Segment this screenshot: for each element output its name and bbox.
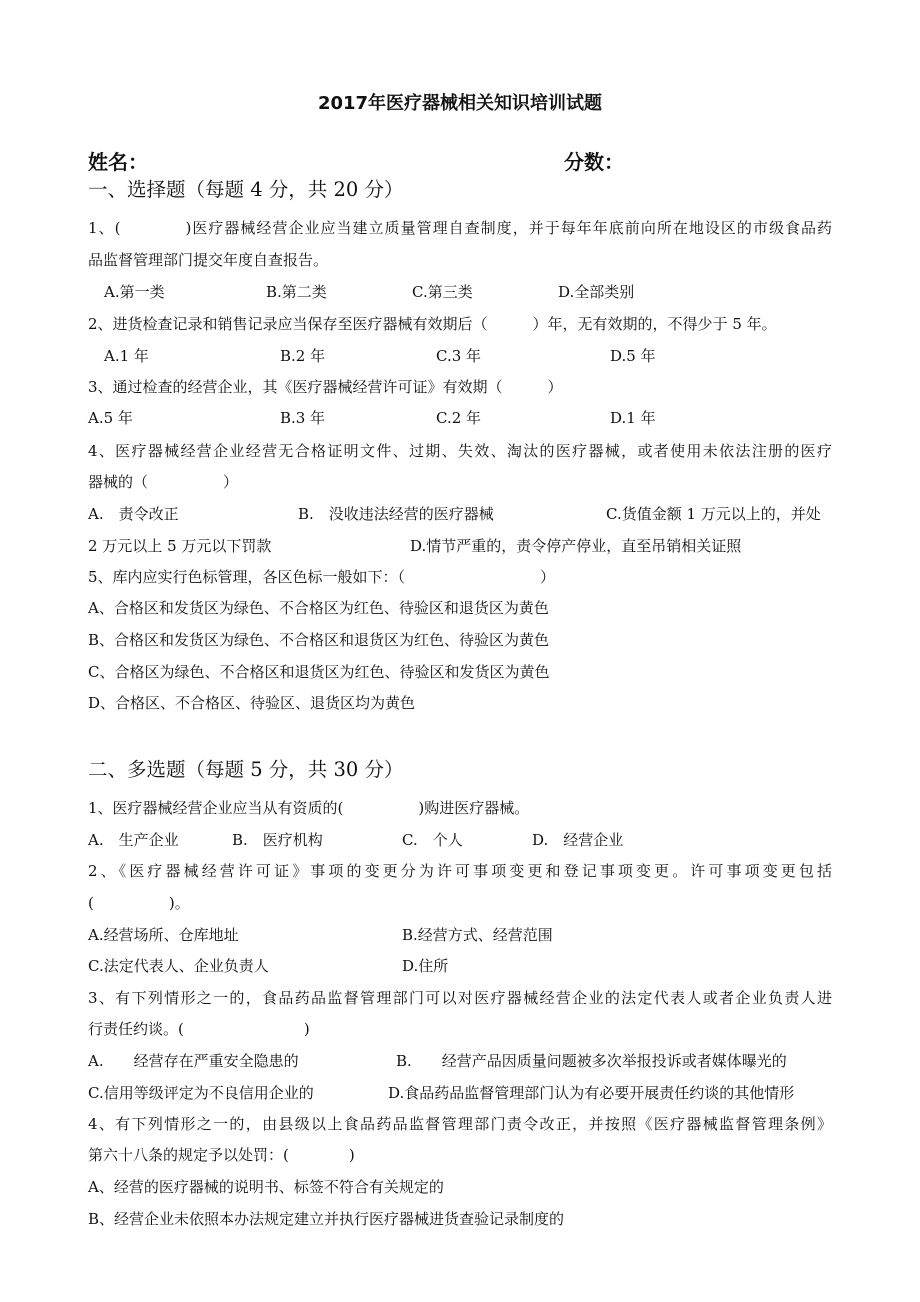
name-label: 姓名： xyxy=(88,150,148,174)
s1-q1-text-line2: 品监督管理部门提交年度自查报告。 xyxy=(88,251,329,269)
s2-q1-option-a: A. 生产企业 xyxy=(88,831,179,849)
s1-q4-text-line2: 器械的（ ） xyxy=(88,473,239,491)
s2-q2-option-c: C.法定代表人、企业负责人 xyxy=(88,957,269,975)
s2-q2-option-a: A.经营场所、仓库地址 xyxy=(88,926,239,944)
s2-q1-option-b: B. 医疗机构 xyxy=(232,831,323,849)
s2-q1-text: 1、医疗器械经营企业应当从有资质的( )购进医疗器械。 xyxy=(88,799,530,817)
s2-q3-option-c: C.信用等级评定为不良信用企业的 xyxy=(88,1084,314,1102)
section2-heading: 二、多选题（每题 5 分，共 30 分） xyxy=(88,758,404,781)
s1-q4-option-a: A. 责令改正 xyxy=(88,505,179,523)
document-title: 2017年医疗器械相关知识培训试题 xyxy=(317,93,603,114)
s1-q1-option-a: A.第一类 xyxy=(104,283,165,301)
s2-q4-option-b: B、经营企业未依照本办法规定建立并执行医疗器械进货查验记录制度的 xyxy=(88,1210,565,1228)
s2-q1-option-d: D. 经营企业 xyxy=(532,831,624,849)
s2-q3-option-b: B. 经营产品因质量问题被多次举报投诉或者媒体曝光的 xyxy=(396,1052,787,1070)
s2-q3-text-line1: 3、有下列情形之一的，食品药品监督管理部门可以对医疗器械经营企业的法定代表人或者企业负责人进 xyxy=(88,989,832,1007)
s1-q4-option-d: D.情节严重的，责令停产停业，直至吊销相关证照 xyxy=(410,537,742,555)
s2-q4-text-line1: 4、有下列情形之一的，由县级以上食品药品监督管理部门责令改正，并按照《医疗器械监督管理条例》 xyxy=(88,1115,832,1133)
section1-heading: 一、选择题（每题 4 分，共 20 分） xyxy=(88,178,404,201)
s1-q3-option-d: D.1 年 xyxy=(610,409,656,427)
s1-q4-text-line1: 4、医疗器械经营企业经营无合格证明文件、过期、失效、淘汰的医疗器械，或者使用未依法注册的医疗 xyxy=(88,442,832,460)
s2-q2-text-line1: 2、《医疗器械经营许可证》事项的变更分为许可事项变更和登记事项变更。许可事项变更包括 xyxy=(88,862,832,880)
s1-q3-text: 3、通过检查的经营企业，其《医疗器械经营许可证》有效期（ ） xyxy=(88,378,563,396)
s1-q4-option-c-line2: 2 万元以上 5 万元以下罚款 xyxy=(88,537,272,555)
s1-q1-option-d: D.全部类别 xyxy=(558,283,635,301)
s1-q1-option-b: B.第二类 xyxy=(266,283,327,301)
s1-q2-option-b: B.2 年 xyxy=(280,347,326,365)
s2-q1-option-c: C. 个人 xyxy=(402,831,463,849)
s1-q2-text: 2、进货检查记录和销售记录应当保存至医疗器械有效期后（ ）年，无有效期的，不得少于 5 年。 xyxy=(88,315,777,333)
score-label: 分数： xyxy=(564,150,624,174)
s1-q2-option-d: D.5 年 xyxy=(610,347,656,365)
s2-q4-text-line2: 第六十八条的规定予以处罚：( ) xyxy=(88,1146,355,1164)
s2-q3-option-a: A. 经营存在严重安全隐患的 xyxy=(88,1052,299,1070)
s1-q1-text-line1: 1、( )医疗器械经营企业应当建立质量管理自查制度，并于每年年底前向所在地设区的市级食品药 xyxy=(88,219,832,237)
s2-q3-option-d: D.食品药品监督管理部门认为有必要开展责任约谈的其他情形 xyxy=(388,1084,795,1102)
s1-q5-option-c: C、合格区为绿色、不合格区和退货区为红色、待验区和发货区为黄色 xyxy=(88,663,550,681)
s1-q3-option-c: C.2 年 xyxy=(436,409,482,427)
s1-q4-option-b: B. 没收违法经营的医疗器械 xyxy=(298,505,494,523)
s2-q2-option-d: D.住所 xyxy=(402,957,449,975)
s1-q5-option-b: B、合格区和发货区为绿色、不合格区和退货区为红色、待验区为黄色 xyxy=(88,631,550,649)
s2-q3-text-line2: 行责任约谈。( ) xyxy=(88,1020,310,1038)
s2-q2-text-line2: ( )。 xyxy=(88,894,190,912)
s1-q2-option-c: C.3 年 xyxy=(436,347,482,365)
s1-q5-option-d: D、合格区、不合格区、待验区、退货区均为黄色 xyxy=(88,694,416,712)
s1-q5-option-a: A、合格区和发货区为绿色、不合格区为红色、待验区和退货区为黄色 xyxy=(88,599,549,617)
s2-q4-option-a: A、经营的医疗器械的说明书、标签不符合有关规定的 xyxy=(88,1178,444,1196)
s1-q2-option-a: A.1 年 xyxy=(104,347,149,365)
s1-q5-text: 5、库内应实行色标管理，各区色标一般如下：（ ） xyxy=(88,568,556,586)
s1-q3-option-b: B.3 年 xyxy=(280,409,326,427)
s1-q4-option-c-line1: C.货值金额 1 万元以上的，并处 xyxy=(606,505,821,523)
s2-q2-option-b: B.经营方式、经营范围 xyxy=(402,926,553,944)
s1-q3-option-a: A.5 年 xyxy=(88,409,133,427)
s1-q1-option-c: C.第三类 xyxy=(412,283,473,301)
